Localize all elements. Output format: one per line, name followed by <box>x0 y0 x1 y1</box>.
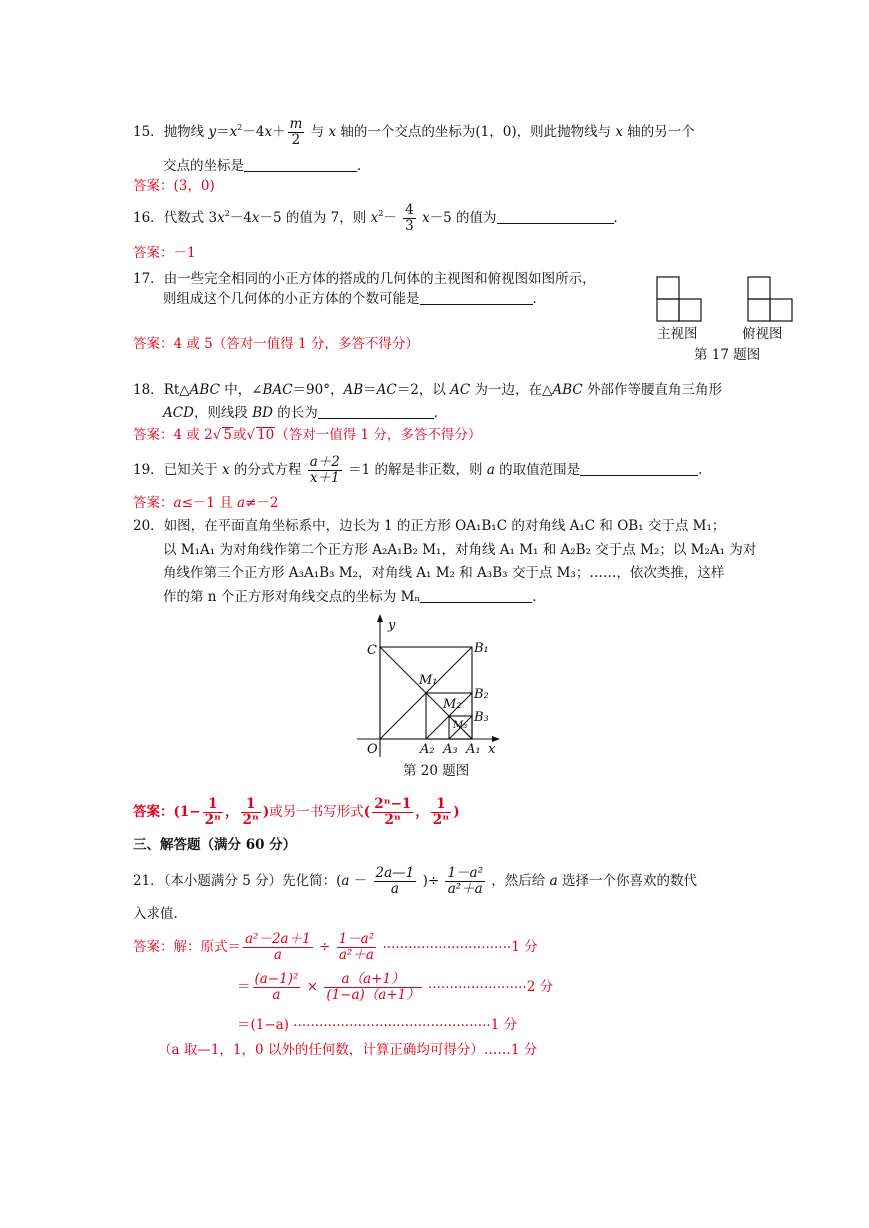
frac-den: a <box>273 947 282 963</box>
front-view-label: 主视图 <box>657 326 698 342</box>
period: ． <box>357 158 371 174</box>
frac-den: 3 <box>405 218 414 234</box>
frac-num: 1－a² <box>338 931 375 947</box>
top-view-label: 俯视图 <box>742 326 783 342</box>
q18-text: 的长为 <box>272 405 318 421</box>
frac-num: (a−1)² <box>254 971 299 987</box>
label-A1: A₁ <box>466 742 481 757</box>
answer-text: ≤－1 且 <box>181 495 238 511</box>
var-a: a <box>237 495 246 511</box>
var-x: x <box>217 210 225 226</box>
var-ab: AB <box>343 382 364 398</box>
q20-figure <box>355 612 505 760</box>
score: 1 分 <box>511 939 538 955</box>
fraction <box>324 972 421 1003</box>
q18-text: ＝90°， <box>292 382 344 398</box>
q15-line2 <box>163 156 371 176</box>
fraction <box>445 866 485 897</box>
answer-text: 答案： <box>133 495 174 511</box>
label-B2: B₂ <box>474 687 489 702</box>
frac-den: a <box>272 987 281 1003</box>
q19-text: 已知关于 <box>163 462 222 478</box>
period: ． <box>532 589 546 605</box>
q20-line2 <box>163 540 756 560</box>
frac-den: (1−a)（a+1） <box>326 987 420 1003</box>
q19-text: 的分式方程 <box>229 462 306 478</box>
label-B1: B₁ <box>474 641 489 656</box>
q15-text: 轴的一个交点的坐标为(1，0)，则此抛物线与 <box>336 124 616 140</box>
label-M1: M₁ <box>419 673 438 688</box>
q15-text: －4 <box>242 124 265 140</box>
q16-text: 代数式 3 <box>163 210 218 226</box>
answer-blank[interactable] <box>318 404 434 419</box>
q18-text: Rt△ <box>163 382 190 398</box>
label-x: x <box>488 742 496 757</box>
q20-text: 角线作第三个正方形 A₃A₁B₃ M₂，对角线 A₁ M₂ 和 A₃B₃ 交于点 M₃；……，依次类推，这样 <box>163 565 725 581</box>
q18-text: ，则线段 <box>193 405 253 421</box>
q21-line2: 入求值. <box>133 906 178 922</box>
q21-text: － <box>349 873 372 889</box>
var-a: a <box>549 873 558 889</box>
q20-text: 以 M₁A₁ 为对角线作第二个正方形 A₂A₁B₂ M₁，对角线 A₁ M₁ 和 A₂B₂ 交于点 M₂；以 M₂A₁ 为对 <box>163 542 757 558</box>
fraction <box>431 797 451 828</box>
answer-text: （答对一值得 1 分，多答不得分） <box>275 427 482 443</box>
frac-den: a <box>390 881 399 897</box>
q15-number: 15． <box>133 124 164 140</box>
period: ． <box>532 291 546 307</box>
sqrt-radicand: 5 <box>223 427 232 443</box>
var-x: x <box>264 124 273 140</box>
var-abc: ABC <box>189 382 220 398</box>
q15-text: 与 <box>306 124 329 140</box>
q19-text: 的取值范围是 <box>494 462 581 478</box>
frac-den: x＋1 <box>309 470 340 486</box>
q21-text: （本小题满分 5 分）先化简：( <box>163 873 342 889</box>
q18-text: ＝ <box>363 382 377 398</box>
answer-text: 或另一书写形式 <box>269 804 364 820</box>
exponent: 2 <box>224 209 230 218</box>
q18-answer: 答案：4 或 2√ 5或√ 10（答对一值得 1 分，多答不得分） <box>133 427 482 443</box>
frac-num: 2a—1 <box>375 865 415 881</box>
answer-text: 答案：解：原式＝ <box>133 939 241 955</box>
frac-num: a＋2 <box>309 454 340 470</box>
q15-line1 <box>133 117 695 148</box>
q21-text: ，然后给 <box>487 873 550 889</box>
front-view <box>657 277 701 321</box>
frac-num: a（a+1） <box>324 972 421 988</box>
var-x: x <box>229 124 238 140</box>
answer-blank[interactable] <box>497 209 614 224</box>
q21-step1 <box>133 932 538 963</box>
q18-text: 外部作等腰直角三角形 <box>582 382 722 398</box>
q17-line2 <box>163 289 546 309</box>
fraction <box>253 972 301 1003</box>
q21-line1 <box>133 866 697 897</box>
q18-text: ＝2，以 <box>396 382 451 398</box>
q20-text: 如图，在平面直角坐标系中，边长为 1 的正方形 OA₁B₁C 的对角线 A₁C 和 OB₁ 交于点 M₁； <box>163 518 726 534</box>
q19-answer <box>133 493 279 513</box>
q15-text: 抛物线 <box>163 124 209 140</box>
var-x: x <box>370 210 379 226</box>
top-view <box>748 277 792 321</box>
var-ac: AC <box>450 382 471 398</box>
q21-text: 选择一个你喜欢的数代 <box>557 873 697 889</box>
q17-text: 由一些完全相同的小正方体的搭成的几何体的主视图和俯视图如图所示， <box>163 271 596 287</box>
fraction <box>241 797 261 828</box>
var-x: x <box>251 210 260 226</box>
q21-step3 <box>237 1015 517 1036</box>
var-bac: BAC <box>262 382 293 398</box>
var-x: x <box>421 210 430 226</box>
q16-text: － <box>383 210 402 226</box>
frac-den: a²＋a <box>338 947 374 963</box>
fraction <box>374 866 417 897</box>
q15-text: ＝ <box>216 124 230 140</box>
var-x: x <box>221 462 230 478</box>
answer-text: (1− <box>173 804 201 820</box>
frac-den: 2 <box>291 132 301 148</box>
answer-blank[interactable] <box>244 157 357 172</box>
q18-text: 为一边，在△ <box>470 382 553 398</box>
frac-den: 2ⁿ <box>432 812 450 828</box>
q15-text: ＋ <box>272 124 286 140</box>
frac-den: 2ⁿ <box>242 812 259 828</box>
q19-text: ＝1 的解是非正数，则 <box>343 462 487 478</box>
q18-text: 中，∠ <box>219 382 263 398</box>
answer-blank[interactable] <box>420 588 532 603</box>
label-M3: M₃ <box>453 720 468 731</box>
period: ． <box>698 462 712 478</box>
var-bd: BD <box>252 405 273 421</box>
frac-num: a²－2a＋1 <box>245 931 311 947</box>
score: 1 分 <box>490 1017 518 1033</box>
q16-text: －5 的值为 <box>429 210 497 226</box>
label-y: y <box>388 618 396 633</box>
answer-text: ≠－2 <box>245 495 279 511</box>
period: ． <box>433 405 448 421</box>
q17-figure <box>650 270 810 330</box>
fraction-equation <box>308 455 342 486</box>
frac-num: m <box>289 116 303 132</box>
q17-answer: 答案：4 或 5（答对一值得 1 分，多答不得分） <box>133 336 419 352</box>
q19-line <box>133 455 712 486</box>
frac-num: 1 <box>431 797 451 813</box>
period: ． <box>613 210 627 226</box>
q15-answer: 答案：(3，0) <box>133 178 215 194</box>
q21-note: （a 取—1，1，0 以外的任何数，计算正确均可得分）……1 分 <box>158 1042 538 1058</box>
q16-number: 16． <box>133 210 164 226</box>
var-x: x <box>615 124 624 140</box>
label-O: O <box>367 742 378 757</box>
var-acd: ACD <box>163 405 194 421</box>
answer-blank[interactable] <box>580 461 698 476</box>
fraction-4-over-3 <box>403 203 416 234</box>
label-C: C <box>367 643 377 658</box>
fraction <box>372 797 413 828</box>
answer-text: 答案：4 或 2 <box>133 427 213 443</box>
q21-step2 <box>237 972 553 1003</box>
q15-text: 轴的另一个 <box>623 124 695 140</box>
q18-line2 <box>163 403 447 423</box>
fraction <box>243 932 313 963</box>
q15-text: 交点的坐标是 <box>163 158 244 174</box>
answer-text: ， <box>225 804 239 820</box>
answer-text: ＝ <box>237 979 251 995</box>
answer-text: ) <box>262 804 270 820</box>
q17-caption: 第 17 题图 <box>694 347 761 363</box>
q17-number: 17． <box>133 271 164 287</box>
answer-text: ) <box>453 804 460 820</box>
q20-line4 <box>163 587 546 607</box>
frac-num: 1 <box>203 797 223 813</box>
q20-number: 20． <box>133 518 164 534</box>
q21-number: 21． <box>133 873 164 889</box>
frac-num: 1 <box>241 797 261 813</box>
label-A3: A₃ <box>443 742 458 757</box>
q17-line1 <box>133 269 596 289</box>
q20-line3 <box>163 563 724 583</box>
answer-text: ＝(1−a) <box>237 1017 294 1033</box>
q16-line <box>133 203 627 234</box>
section-3-title: 三、解答题（满分 60 分） <box>133 837 297 853</box>
frac-num: 4 <box>405 202 414 218</box>
var-a: a <box>341 873 350 889</box>
leader-dots: ······················· <box>428 979 527 996</box>
var-abc: ABC <box>552 382 583 398</box>
var-a: a <box>173 495 182 511</box>
exponent: 2 <box>378 209 384 218</box>
frac-den: 2ⁿ <box>384 812 401 828</box>
label-A2: A₂ <box>420 742 435 757</box>
var-a: a <box>486 462 495 478</box>
q16-text: －5 的值为 7，则 <box>259 210 371 226</box>
answer-text: 答案： <box>133 804 174 820</box>
exponent: 2 <box>237 123 243 132</box>
answer-text: × <box>302 979 323 995</box>
answer-blank[interactable] <box>420 290 533 305</box>
label-B3: B₃ <box>474 710 489 725</box>
q17-text: 则组成这个几何体的小正方体的个数可能是 <box>163 291 420 307</box>
q19-number: 19． <box>133 462 164 478</box>
q16-text: －4 <box>229 210 252 226</box>
leader-dots: ······························ <box>382 939 512 956</box>
score: 2 分 <box>526 979 554 995</box>
frac-num: 2ⁿ−1 <box>374 796 412 812</box>
leader-dots: ·············································· <box>293 1017 491 1034</box>
q20-caption: 第 20 题图 <box>403 763 470 779</box>
answer-text: ÷ <box>314 939 335 955</box>
frac-num: 1－a² <box>447 865 484 881</box>
answer-text: ( <box>363 804 371 820</box>
fraction <box>203 797 223 828</box>
frac-den: a²＋a <box>447 881 483 897</box>
sqrt-radicand: 10 <box>257 427 275 443</box>
answer-text: 或 <box>232 427 247 443</box>
var-x: x <box>328 124 337 140</box>
q18-number: 18． <box>133 382 164 398</box>
var-y: y <box>208 124 217 140</box>
fraction-m-over-2 <box>288 117 305 148</box>
label-M2: M₂ <box>443 697 462 712</box>
fraction <box>337 932 377 963</box>
var-ac: AC <box>376 382 397 398</box>
q18-line1 <box>133 380 722 400</box>
answer-text: ， <box>415 804 429 820</box>
q20-answer <box>133 797 460 828</box>
frac-den: 2ⁿ <box>204 812 221 828</box>
q20-line1 <box>133 516 725 536</box>
y-arrow-icon <box>377 614 383 622</box>
q16-answer: 答案：－1 <box>133 245 196 261</box>
q21-text: )÷ <box>418 873 444 889</box>
q20-text: 作的第 n 个正方形对角线交点的坐标为 Mₙ <box>163 589 421 605</box>
